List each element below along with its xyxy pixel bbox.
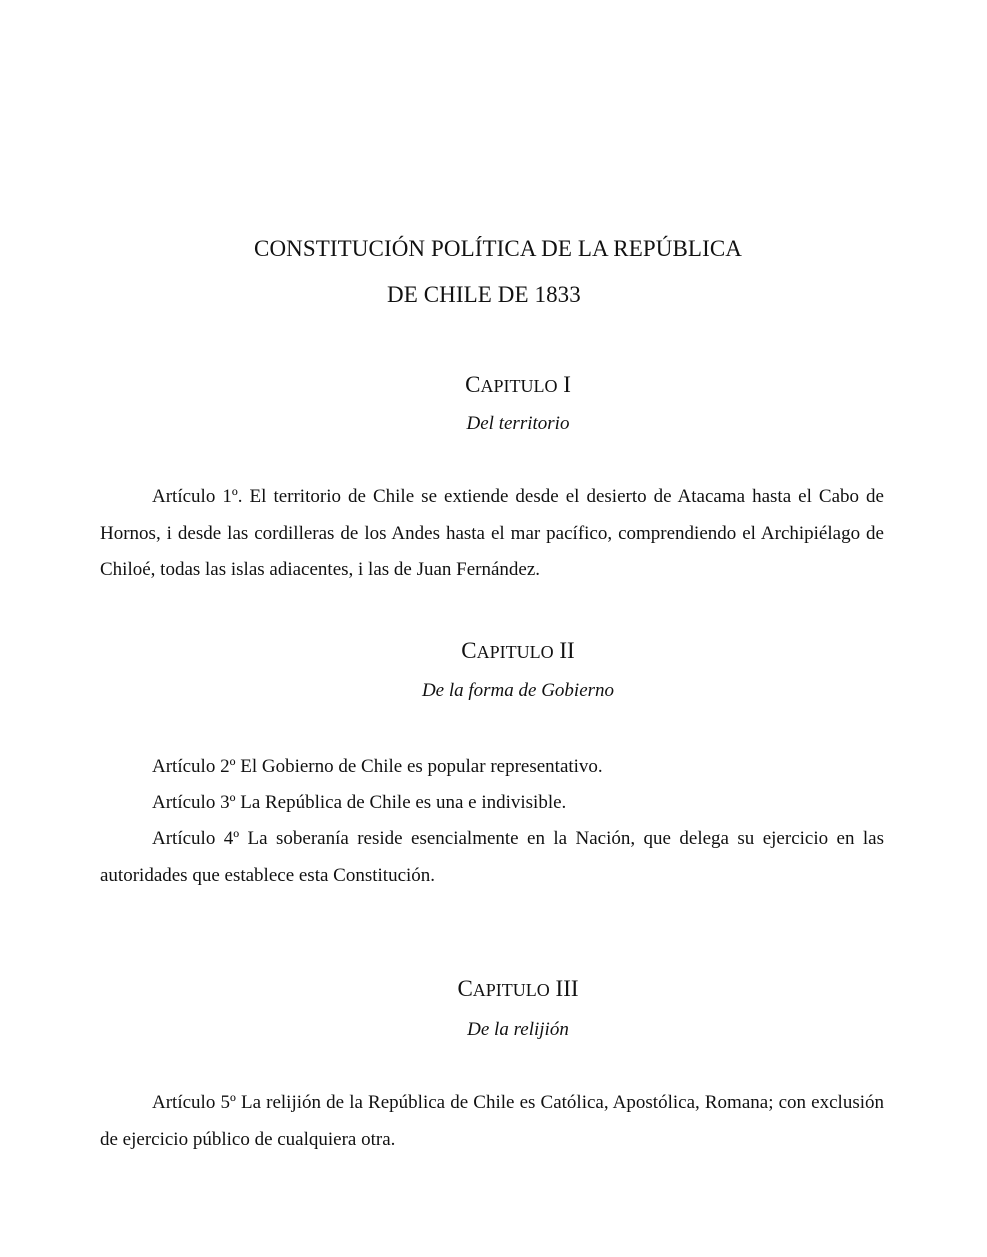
- chapter-heading-word: APITULO: [480, 376, 558, 396]
- chapter-heading-word: APITULO: [472, 980, 550, 1000]
- document-title-line-1: CONSTITUCIÓN POLÍTICA DE LA REPÚBLICA: [254, 236, 742, 261]
- chapter-heading-1: [0, 372, 987, 398]
- article-4: Artículo 4º La soberanía reside esencialmente en la Nación, que delega su ejercicio en las autoridades que establece esta Constitución.: [100, 828, 884, 886]
- chapter-heading-initial: C: [457, 976, 473, 1001]
- chapter-heading-number: II: [559, 638, 575, 663]
- chapter-heading-2: [0, 638, 987, 664]
- chapter-heading-word: APITULO: [476, 642, 554, 662]
- article-5: Artículo 5º La relijión de la República de Chile es Católica, Apostólica, Romana; con exclusión de ejercicio público de cualquiera otra.: [100, 1092, 884, 1150]
- chapter-heading-3: [0, 976, 987, 1002]
- article-3: Artículo 3º La República de Chile es una e indivisible.: [152, 792, 567, 813]
- chapter-heading-number: III: [555, 976, 579, 1001]
- article-1: Artículo 1º. El territorio de Chile se extiende desde el desierto de Atacama hasta el Cabo de Hornos, i desde las cordilleras de los Andes hasta el mar pacífico, comprendiendo el Archipiélago de Chiloé, todas las islas adiacentes, i las de Juan Fernández.: [100, 486, 884, 580]
- chapter-heading-initial: C: [461, 638, 477, 663]
- chapter-heading-number: I: [563, 372, 571, 397]
- chapter-subtitle-3: De la relijión: [467, 1019, 569, 1040]
- chapter-heading-initial: C: [465, 372, 481, 397]
- document-title-line-2: DE CHILE DE 1833: [387, 282, 581, 307]
- article-2: Artículo 2º El Gobierno de Chile es popular representativo.: [152, 756, 603, 777]
- chapter-subtitle-1: Del territorio: [466, 413, 570, 434]
- chapter-subtitle-2: De la forma de Gobierno: [421, 680, 615, 701]
